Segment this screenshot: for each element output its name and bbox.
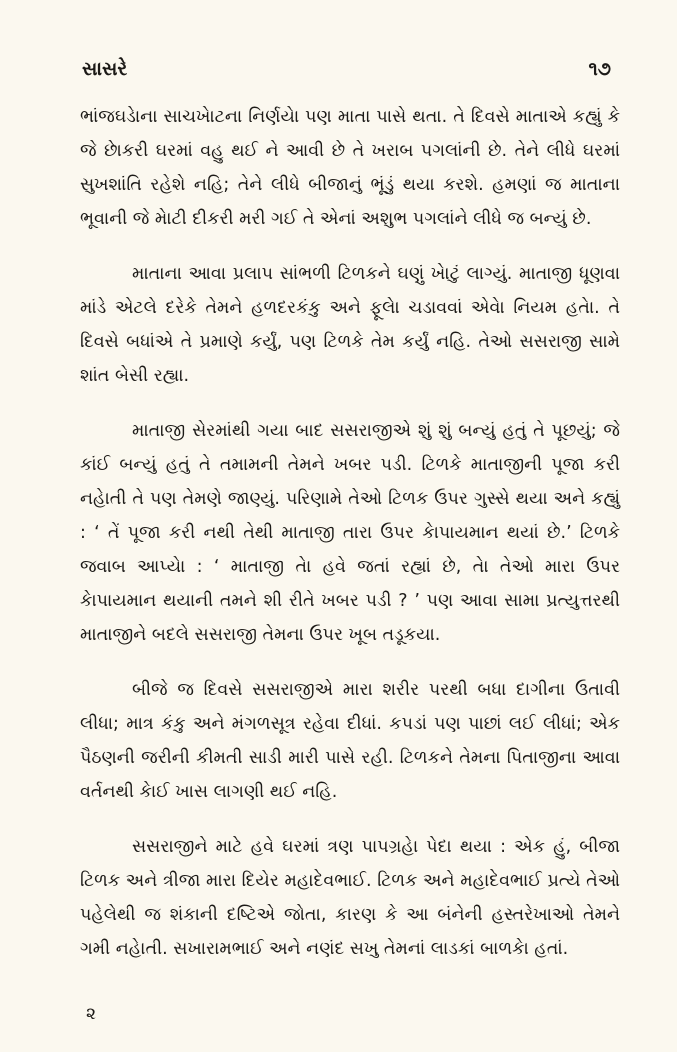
- paragraph: માતાના આવા પ્રલાપ સાંભળી ટિળકને ઘણું ખેાટું લાગ્યું. માતાજી ધૂણવા માંડે એટલે દરેકે તેમને હળદરકંકુ અને ફૂલેા ચડાવવાં એવેા નિયમ હતેા. તે દિવસે બધાંએ તે પ્રમાણે કર્યું, પણ ટિળકે તેમ કર્યું નહિ. તેઓ સસરાજી સામે શાંત બેસી રહ્યા.: [80, 264, 620, 386]
- paragraph: ભાંજઘડેાના સાચખેાટના નિર્ણયેા પણ માતા પાસે થતા. તે દિવસે માતાએ કહ્યું કે જે છેાકરી ઘરમાં વહુ થઈ ને આવી છે તે ખરાબ પગલાંની છે. તેને લીધે ઘરમાં સુખશાંતિ રહેશે નહિ; તેને લીધે બીજાનું ભૂંડું થયા કરશે. હમણાં જ માતાના ભૂવાની જે મેાટી દીકરી મરી ગઈ તે એનાં અશુભ પગલાંને લીધે જ બન્યું છે.: [80, 107, 620, 229]
- paragraph: સસરાજીને માટે હવે ઘરમાં ત્રણ પાપગ્રહેા પેદા થયા : એક હું, બીજા ટિળક અને ત્રીજા મારા દિયેર મહાદેવભાઈ. ટિળક અને મહાદેવભાઈ પ્રત્યે તેઓ પહેલેથી જ શંકાની દષ્ટિએ જોતા, કારણ કે આ બંનેની હસ્તરેખાઓ તેમને ગમી નહેાતી. સખારામભાઈ અને નણંદ સખુ તેમનાં લાડકાં બાળકેા હતાં.: [80, 837, 620, 959]
- running-head: [82, 58, 611, 80]
- chapter-title: સાસરે: [82, 58, 128, 80]
- page-number: ૧૭: [588, 58, 611, 80]
- paragraph: બીજે જ દિવસે સસરાજીએ મારા શરીર પરથી બધા દાગીના ઉતાવી લીધા; માત્ર કંકુ અને મંગળસૂત્ર રહેવા દીધાં. કપડાં પણ પાછાં લઈ લીધાં; એક પૈઠણની જરીની કીમતી સાડી મારી પાસે રહી. ટિળકને તેમના પિતાજીના આવા વર્તનથી કેાઈ ખાસ લાગણી થઈ નહિ.: [80, 680, 620, 802]
- body-text: [80, 100, 620, 987]
- paragraph: માતાજી સેરમાંથી ગયા બાદ સસરાજીએ શું શું બન્યું હતું તે પૂછયું; જે કાંઈ બન્યું હતું તે તમામની તેમને ખબર પડી. ટિળકે માતાજીની પૂજા કરી નહેાતી તે પણ તેમણે જાણ્યું. પરિણામે તેઓ ટિળક ઉપર ગુસ્સે થયા અને કહ્યું : ‘ તેં પૂજા કરી નથી તેથી માતાજી તારા ઉપર કેાપાયમાન થયાં છે.’ ટિળકે જવાબ આપ્યેા : ‘ માતાજી તેા હવે જતાં રહ્યાં છે, તેા તેઓ મારા ઉપર કેાપાયમાન થયાની તમને શી રીતે ખબર પડી ? ’ પણ આવા સામા પ્રત્યુત્તરથી માતાજીને બદલે સસરાજી તેમના ઉપર ખૂબ તડૂકયા.: [80, 421, 620, 645]
- signature-mark: ૨: [86, 1004, 96, 1024]
